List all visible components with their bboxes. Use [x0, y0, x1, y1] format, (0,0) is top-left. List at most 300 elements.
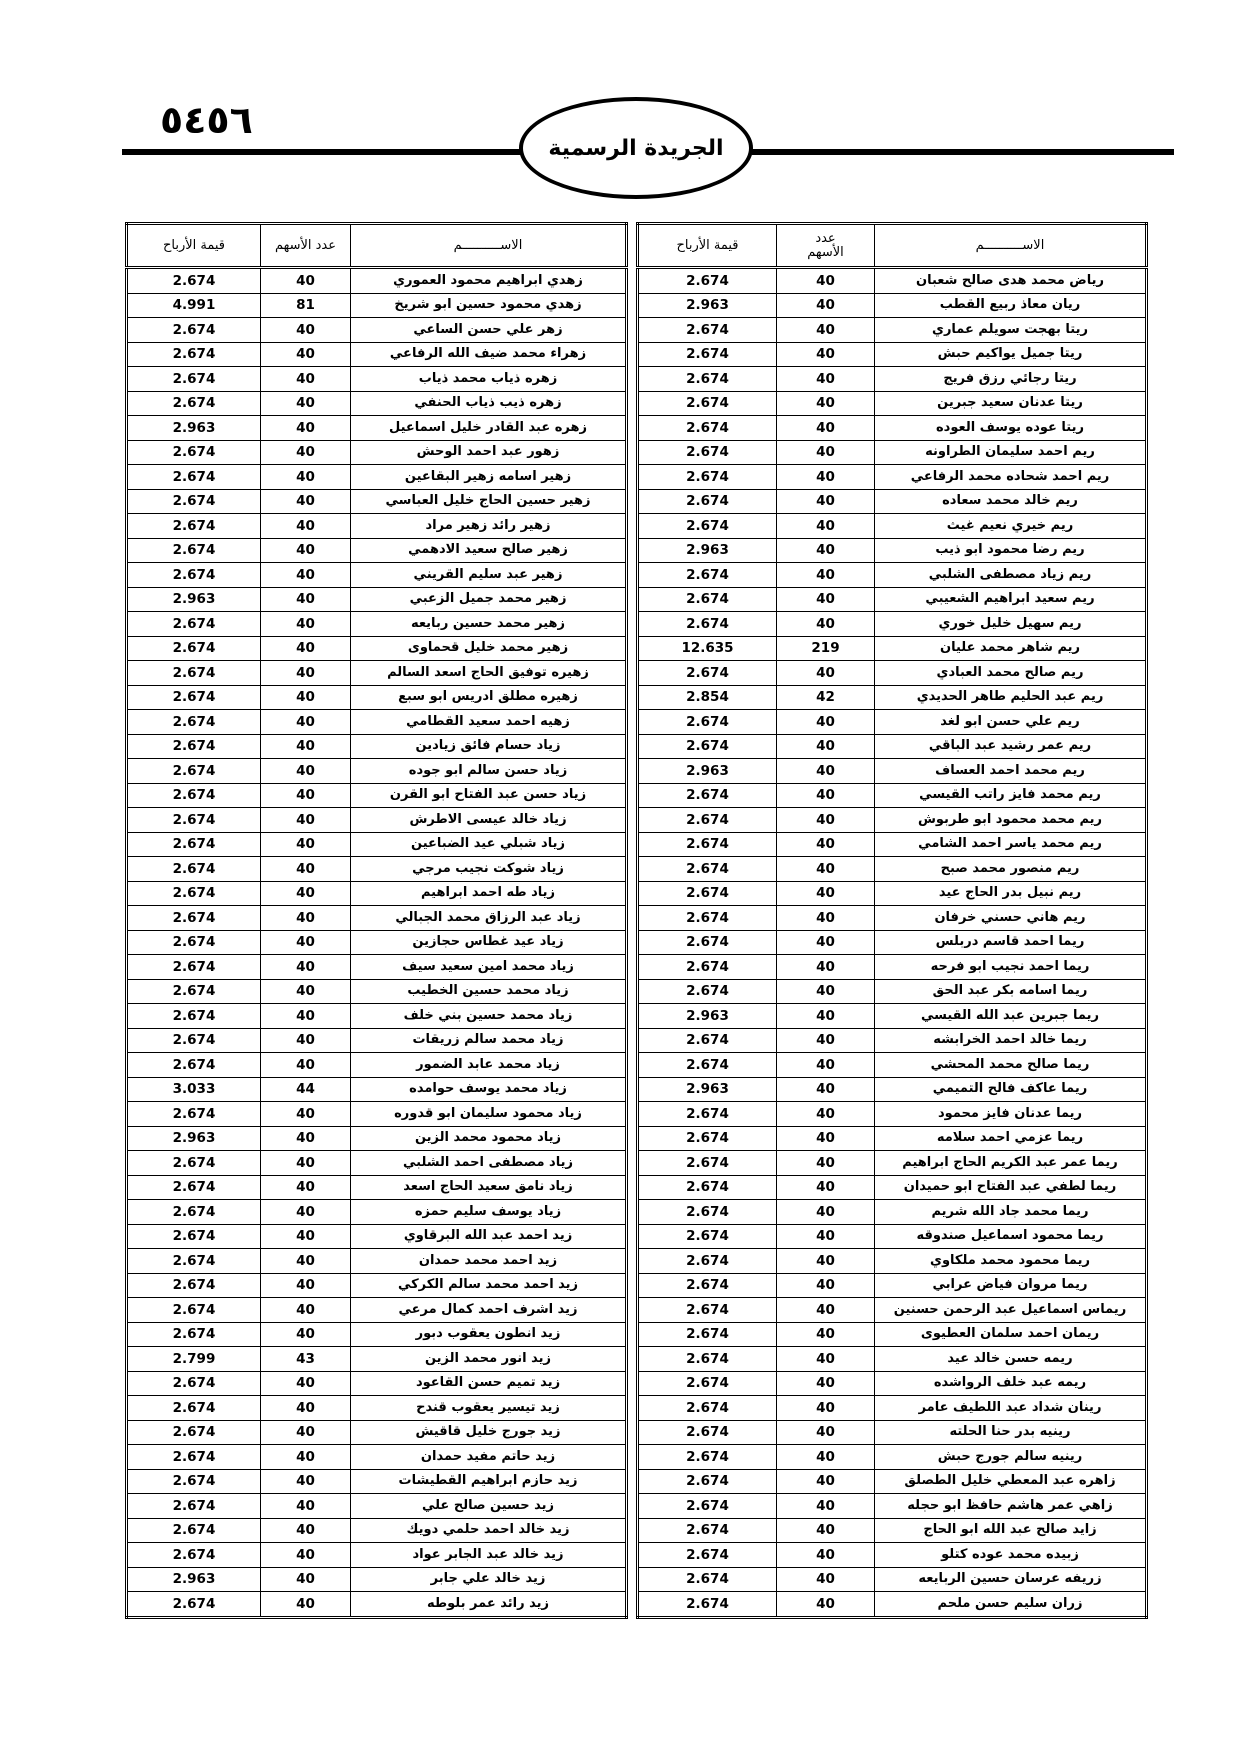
dividend-value: 2.674	[638, 1469, 777, 1494]
dividend-value: 3.033	[127, 1077, 261, 1102]
table-row	[638, 1249, 1147, 1274]
table-row	[127, 1347, 627, 1372]
shareholder-name: زياد محمود سليمان ابو قدوره	[351, 1102, 627, 1127]
shareholder-name: ريم رضا محمود ابو ذيب	[875, 538, 1147, 563]
share-count: 40	[261, 465, 351, 490]
share-count: 40	[777, 1469, 875, 1494]
table-row	[638, 808, 1147, 833]
dividend-value: 2.674	[638, 906, 777, 931]
table-row	[127, 1567, 627, 1592]
table-row	[638, 1126, 1147, 1151]
shareholder-name: زياد عيد غطاس حجازين	[351, 930, 627, 955]
shareholder-name: زيد احمد عبد الله البرقاوي	[351, 1224, 627, 1249]
table-row	[127, 1543, 627, 1568]
dividend-value: 2.674	[638, 465, 777, 490]
dividend-value: 2.674	[127, 783, 261, 808]
shareholder-name: زياد محمد امين سعيد سيف	[351, 955, 627, 980]
dividend-value: 2.674	[638, 955, 777, 980]
dividend-value: 2.674	[638, 1053, 777, 1078]
share-count: 40	[777, 906, 875, 931]
shareholder-name: ريم هاني حسني خرفان	[875, 906, 1147, 931]
table-row	[127, 955, 627, 980]
shareholder-name: زياد محمد حسين الخطيب	[351, 979, 627, 1004]
dividend-value: 2.674	[127, 685, 261, 710]
shareholder-name: زيد جورج خليل قاقيش	[351, 1420, 627, 1445]
table-row	[638, 440, 1147, 465]
shareholder-name: زهدي ابراهيم محمود العموري	[351, 268, 627, 294]
table-row	[638, 1347, 1147, 1372]
dividend-value: 2.674	[638, 1224, 777, 1249]
dividend-value: 2.674	[127, 857, 261, 882]
dividend-value: 2.674	[638, 1200, 777, 1225]
dividend-value: 2.674	[638, 734, 777, 759]
share-count: 40	[777, 1126, 875, 1151]
shareholder-name: ريماس اسماعيل عبد الرحمن حسنين	[875, 1298, 1147, 1323]
share-count: 40	[777, 342, 875, 367]
dividend-value: 2.674	[638, 1420, 777, 1445]
right-shareholders-table	[636, 222, 1148, 1619]
dividend-value: 2.674	[638, 1567, 777, 1592]
share-count: 43	[261, 1347, 351, 1372]
shareholder-name: ريم منصور محمد صبح	[875, 857, 1147, 882]
table-row	[638, 1273, 1147, 1298]
share-count: 40	[261, 514, 351, 539]
shareholder-name: زهره عبد القادر خليل اسماعيل	[351, 416, 627, 441]
share-count: 40	[777, 1151, 875, 1176]
table-row	[638, 268, 1147, 294]
share-count: 40	[777, 1102, 875, 1127]
table-row	[127, 759, 627, 784]
left-shareholders-table	[125, 222, 628, 1619]
shareholder-name: زهر علي حسن الساعي	[351, 318, 627, 343]
share-count: 40	[777, 563, 875, 588]
shareholder-name: ريان معاذ ربيع القطب	[875, 293, 1147, 318]
table-row	[638, 979, 1147, 1004]
dividend-value: 2.674	[127, 1028, 261, 1053]
shareholder-name: ريما عمر عبد الكريم الحاج ابراهيم	[875, 1151, 1147, 1176]
shareholder-name: ريما اسامه بكر عبد الحق	[875, 979, 1147, 1004]
table-row	[127, 1445, 627, 1470]
table-row	[127, 367, 627, 392]
dividend-value: 2.674	[638, 832, 777, 857]
dividend-value: 2.674	[127, 1273, 261, 1298]
table-row	[638, 416, 1147, 441]
shareholder-name: ريم زياد مصطفى الشلبي	[875, 563, 1147, 588]
dividend-value: 2.674	[127, 1102, 261, 1127]
dividends-column-header: قيمة الأرباح	[127, 224, 261, 268]
share-count: 40	[777, 465, 875, 490]
table-row	[638, 318, 1147, 343]
table-row	[127, 1420, 627, 1445]
shareholder-name: ريم صالح محمد العبادي	[875, 661, 1147, 686]
table-row	[127, 465, 627, 490]
dividend-value: 2.674	[127, 1249, 261, 1274]
shareholder-name: زهير عبد سليم القريني	[351, 563, 627, 588]
table-row	[638, 1420, 1147, 1445]
share-count: 40	[777, 1273, 875, 1298]
shareholder-name: زهراء محمد ضيف الله الرفاعي	[351, 342, 627, 367]
share-count: 40	[261, 1567, 351, 1592]
dividend-value: 2.674	[127, 1420, 261, 1445]
share-count: 40	[777, 832, 875, 857]
dividend-value: 2.674	[127, 1053, 261, 1078]
dividend-value: 2.674	[127, 465, 261, 490]
dividend-value: 2.674	[638, 367, 777, 392]
table-row	[127, 489, 627, 514]
name-column-header: الاســــــــــم	[875, 224, 1147, 268]
share-count: 81	[261, 293, 351, 318]
dividend-value: 2.674	[638, 1494, 777, 1519]
share-count: 40	[777, 391, 875, 416]
table-row	[127, 1396, 627, 1421]
shareholder-name: زهير رائد زهير مراد	[351, 514, 627, 539]
shareholder-name: زهيره توفيق الحاج اسعد السالم	[351, 661, 627, 686]
shareholder-name: زيد اشرف احمد كمال مرعي	[351, 1298, 627, 1323]
shareholder-name: زياد نامق سعيد الحاج اسعد	[351, 1175, 627, 1200]
share-count: 40	[261, 1249, 351, 1274]
share-count: 40	[261, 612, 351, 637]
table-row	[127, 832, 627, 857]
table-row	[638, 489, 1147, 514]
table-row	[127, 979, 627, 1004]
share-count: 40	[777, 1371, 875, 1396]
share-count: 40	[261, 636, 351, 661]
dividend-value: 2.674	[638, 563, 777, 588]
table-row	[638, 465, 1147, 490]
table-row	[127, 514, 627, 539]
table-row	[638, 1298, 1147, 1323]
dividend-value: 2.963	[127, 587, 261, 612]
shareholder-name: رينيه سالم جورج حبش	[875, 1445, 1147, 1470]
share-count: 40	[261, 1175, 351, 1200]
table-header-row	[638, 224, 1147, 268]
share-count: 40	[777, 367, 875, 392]
shareholder-name: زاهره عبد المعطي خليل الطصلق	[875, 1469, 1147, 1494]
table-row	[638, 1151, 1147, 1176]
dividend-value: 2.674	[638, 979, 777, 1004]
dividend-value: 2.674	[638, 587, 777, 612]
dividend-value: 2.674	[127, 979, 261, 1004]
dividend-value: 2.674	[127, 1175, 261, 1200]
shareholder-name: ريما احمد قاسم دربلس	[875, 930, 1147, 955]
dividend-value: 4.991	[127, 293, 261, 318]
share-count: 40	[777, 661, 875, 686]
dividend-value: 2.963	[638, 1004, 777, 1029]
shareholder-name: رينان شداد عبد اللطيف عامر	[875, 1396, 1147, 1421]
table-row	[127, 881, 627, 906]
share-count: 40	[777, 783, 875, 808]
dividend-value: 2.674	[638, 342, 777, 367]
shareholder-name: ريم محمد محمود ابو طربوش	[875, 808, 1147, 833]
share-count: 40	[261, 734, 351, 759]
dividend-value: 2.674	[127, 710, 261, 735]
share-count: 40	[777, 734, 875, 759]
shareholder-name: ريم عبد الحليم طاهر الحديدي	[875, 685, 1147, 710]
dividend-value: 2.674	[638, 1347, 777, 1372]
share-count: 40	[777, 808, 875, 833]
table-row	[127, 538, 627, 563]
shareholder-name: ريما مروان فياض عرابي	[875, 1273, 1147, 1298]
shareholder-name: زياد محمد سالم زريقات	[351, 1028, 627, 1053]
shareholder-name: ريما محمود اسماعيل صندوقه	[875, 1224, 1147, 1249]
dividend-value: 2.674	[638, 1518, 777, 1543]
table-row	[638, 832, 1147, 857]
dividend-value: 2.674	[127, 661, 261, 686]
share-count: 40	[261, 489, 351, 514]
table-row	[638, 1396, 1147, 1421]
shareholder-name: ريم محمد ياسر احمد الشامي	[875, 832, 1147, 857]
shareholder-name: زياد محمد يوسف حوامده	[351, 1077, 627, 1102]
table-row	[638, 1592, 1147, 1618]
table-row	[638, 1224, 1147, 1249]
dividend-value: 2.674	[638, 489, 777, 514]
share-count: 40	[261, 1273, 351, 1298]
share-count: 40	[261, 1028, 351, 1053]
gazette-title: الجريدة الرسمية	[548, 135, 724, 161]
dividend-value: 2.674	[638, 1273, 777, 1298]
share-count: 40	[261, 1200, 351, 1225]
shareholder-name: ريم شاهر محمد عليان	[875, 636, 1147, 661]
dividend-value: 2.674	[127, 1592, 261, 1618]
shareholder-name: ريما احمد نجيب ابو فرحه	[875, 955, 1147, 980]
table-row	[127, 783, 627, 808]
dividend-value: 2.674	[638, 1175, 777, 1200]
dividend-value: 2.674	[127, 391, 261, 416]
shareholder-name: زياد عبد الرزاق محمد الجبالي	[351, 906, 627, 931]
table-row	[127, 612, 627, 637]
dividend-value: 2.674	[127, 832, 261, 857]
share-count: 219	[777, 636, 875, 661]
shareholder-name: زياد حسن عبد الفتاح ابو القرن	[351, 783, 627, 808]
dividend-value: 2.674	[638, 514, 777, 539]
share-count: 40	[261, 1518, 351, 1543]
share-count: 40	[261, 1469, 351, 1494]
dividend-value: 2.674	[638, 808, 777, 833]
share-count: 40	[261, 1322, 351, 1347]
shareholder-name: زياد شبلي عيد الضباعين	[351, 832, 627, 857]
table-row	[638, 514, 1147, 539]
share-count: 40	[777, 1592, 875, 1618]
shares-column-header: عدد الأسهم	[777, 224, 875, 268]
dividend-value: 2.674	[127, 734, 261, 759]
share-count: 40	[261, 440, 351, 465]
shareholder-name: زيد انور محمد الزين	[351, 1347, 627, 1372]
share-count: 40	[261, 783, 351, 808]
shareholder-name: ريتا عدنان سعيد جبرين	[875, 391, 1147, 416]
dividend-value: 2.674	[638, 1249, 777, 1274]
table-row	[638, 881, 1147, 906]
dividend-value: 2.674	[638, 318, 777, 343]
gazette-title-oval	[519, 97, 753, 199]
shareholder-name: زيد خالد عبد الجابر عواد	[351, 1543, 627, 1568]
share-count: 40	[261, 342, 351, 367]
table-row	[127, 857, 627, 882]
table-row	[127, 1249, 627, 1274]
share-count: 40	[777, 759, 875, 784]
share-count: 40	[261, 710, 351, 735]
share-count: 40	[777, 930, 875, 955]
table-row	[638, 930, 1147, 955]
dividend-value: 2.674	[127, 1543, 261, 1568]
shareholder-name: زهره ذيب ذياب الحنفي	[351, 391, 627, 416]
shares-column-header: عدد الأسهم	[261, 224, 351, 268]
shareholder-name: ريم خيري نعيم غيث	[875, 514, 1147, 539]
dividend-value: 2.674	[127, 1445, 261, 1470]
share-count: 40	[777, 612, 875, 637]
name-column-header: الاســــــــــم	[351, 224, 627, 268]
table-row	[638, 1543, 1147, 1568]
table-row	[127, 268, 627, 294]
table-row	[638, 1518, 1147, 1543]
dividend-value: 2.674	[127, 1371, 261, 1396]
table-row	[638, 1200, 1147, 1225]
dividend-value: 2.674	[127, 1298, 261, 1323]
dividend-value: 2.674	[127, 1396, 261, 1421]
dividend-value: 2.674	[638, 710, 777, 735]
dividend-value: 2.674	[638, 1445, 777, 1470]
share-count: 40	[777, 1298, 875, 1323]
shareholder-name: ريما عدنان فايز محمود	[875, 1102, 1147, 1127]
dividend-value: 2.963	[127, 416, 261, 441]
share-count: 40	[261, 1102, 351, 1127]
share-count: 40	[777, 881, 875, 906]
table-row	[127, 293, 627, 318]
share-count: 40	[261, 857, 351, 882]
table-row	[127, 1371, 627, 1396]
dividend-value: 2.674	[638, 1126, 777, 1151]
shareholder-name: زريفه عرسان حسين الربايعه	[875, 1567, 1147, 1592]
share-count: 40	[261, 1371, 351, 1396]
table-row	[638, 367, 1147, 392]
dividend-value: 2.674	[127, 367, 261, 392]
header-rule-right	[752, 149, 1174, 155]
table-row	[638, 1102, 1147, 1127]
table-row	[127, 1028, 627, 1053]
share-count: 40	[261, 1004, 351, 1029]
shareholder-name: زيد حاتم مفيد حمدان	[351, 1445, 627, 1470]
table-row	[638, 1445, 1147, 1470]
table-row	[127, 391, 627, 416]
table-row	[638, 734, 1147, 759]
shareholder-name: ريم سعيد ابراهيم الشعيبي	[875, 587, 1147, 612]
shareholder-name: ريم احمد سليمان الطراونه	[875, 440, 1147, 465]
share-count: 42	[777, 685, 875, 710]
share-count: 40	[777, 489, 875, 514]
table-row	[127, 1273, 627, 1298]
shareholder-name: ريم احمد شحاده محمد الرفاعي	[875, 465, 1147, 490]
shareholder-name: ريما صالح محمد المحشي	[875, 1053, 1147, 1078]
dividend-value: 2.674	[638, 1151, 777, 1176]
dividend-value: 2.674	[638, 416, 777, 441]
shareholder-name: زهير صالح سعيد الادهمي	[351, 538, 627, 563]
dividend-value: 2.674	[127, 440, 261, 465]
share-count: 40	[261, 1592, 351, 1618]
shareholder-name: زهير حسين الحاج خليل العباسي	[351, 489, 627, 514]
share-count: 40	[777, 1420, 875, 1445]
table-row	[638, 1494, 1147, 1519]
dividend-value: 2.674	[638, 1322, 777, 1347]
share-count: 40	[261, 268, 351, 294]
shareholder-name: زياد شوكت نجيب مرجي	[351, 857, 627, 882]
share-count: 40	[777, 979, 875, 1004]
table-row	[127, 1322, 627, 1347]
share-count: 40	[777, 1518, 875, 1543]
dividend-value: 2.674	[638, 268, 777, 294]
dividend-value: 2.674	[638, 783, 777, 808]
table-row	[638, 1028, 1147, 1053]
table-row	[638, 1371, 1147, 1396]
table-row	[127, 440, 627, 465]
table-row	[127, 1102, 627, 1127]
table-row	[127, 342, 627, 367]
table-header-row	[127, 224, 627, 268]
table-row	[127, 1592, 627, 1618]
dividend-value: 2.674	[127, 1151, 261, 1176]
share-count: 40	[261, 685, 351, 710]
shareholder-name: ريتا جميل يواكيم حبش	[875, 342, 1147, 367]
share-count: 40	[261, 1053, 351, 1078]
table-row	[638, 636, 1147, 661]
dividend-value: 2.963	[638, 538, 777, 563]
table-row	[127, 1200, 627, 1225]
dividend-value: 2.674	[638, 1396, 777, 1421]
dividends-column-header: قيمة الأرباح	[638, 224, 777, 268]
dividend-value: 2.674	[638, 857, 777, 882]
dividend-value: 2.674	[638, 1543, 777, 1568]
table-row	[127, 1053, 627, 1078]
shareholder-name: زيد احمد محمد سالم الكركي	[351, 1273, 627, 1298]
dividend-value: 2.674	[127, 342, 261, 367]
table-row	[638, 563, 1147, 588]
table-row	[127, 734, 627, 759]
table-row	[638, 906, 1147, 931]
share-count: 40	[261, 906, 351, 931]
share-count: 40	[261, 832, 351, 857]
dividend-value: 2.674	[127, 563, 261, 588]
share-count: 40	[777, 293, 875, 318]
shareholder-name: زياد مصطفى احمد الشلبي	[351, 1151, 627, 1176]
table-row	[127, 1469, 627, 1494]
share-count: 40	[261, 1151, 351, 1176]
shareholder-name: زيد حازم ابراهيم القطيشات	[351, 1469, 627, 1494]
table-row	[638, 1469, 1147, 1494]
shareholder-name: زهدي محمود حسين ابو شريخ	[351, 293, 627, 318]
dividend-value: 2.674	[127, 906, 261, 931]
shareholder-name: زهير محمد خليل قحماوى	[351, 636, 627, 661]
dividend-value: 2.674	[127, 538, 261, 563]
table-row	[638, 685, 1147, 710]
dividend-value: 2.674	[127, 955, 261, 980]
table-row	[127, 930, 627, 955]
page-number: ٥٤٥٦	[160, 98, 253, 142]
shareholder-name: ريم عمر رشيد عبد الباقي	[875, 734, 1147, 759]
dividend-value: 2.674	[127, 1224, 261, 1249]
shareholder-name: زيد تميم حسن القاعود	[351, 1371, 627, 1396]
dividend-value: 2.674	[127, 318, 261, 343]
table-row	[638, 857, 1147, 882]
shareholder-name: زران سليم حسن ملحم	[875, 1592, 1147, 1618]
table-row	[127, 1004, 627, 1029]
share-count: 40	[777, 416, 875, 441]
share-count: 40	[261, 661, 351, 686]
shareholder-name: زهره ذياب محمد ذياب	[351, 367, 627, 392]
share-count: 40	[261, 930, 351, 955]
shareholder-name: رينيه بدر حنا الحلته	[875, 1420, 1147, 1445]
table-row	[127, 587, 627, 612]
share-count: 40	[261, 808, 351, 833]
share-count: 40	[777, 1175, 875, 1200]
table-row	[638, 587, 1147, 612]
